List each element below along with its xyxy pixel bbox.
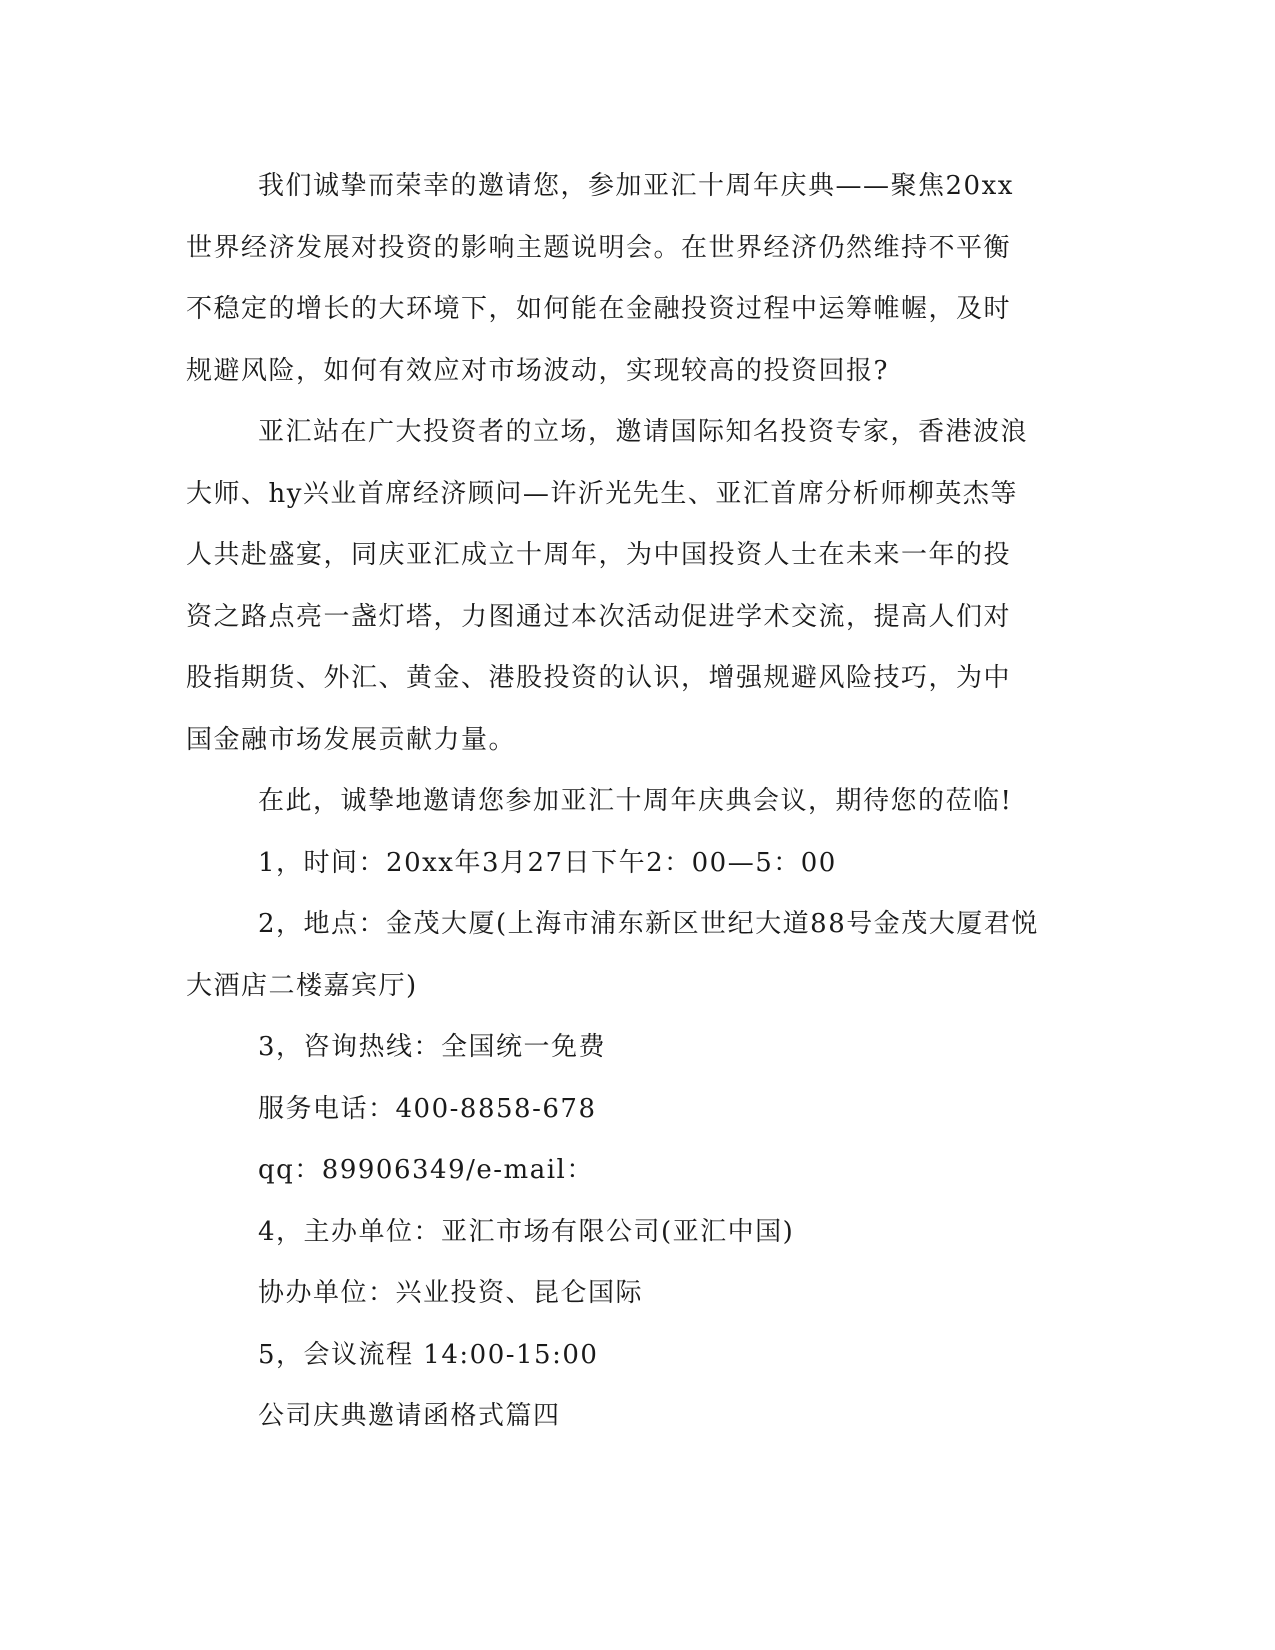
text-line: qq：89906349/e-mail：	[258, 1155, 594, 1185]
paragraph-experts	[186, 402, 1066, 771]
text-line: 协办单位：兴业投资、昆仑国际	[258, 1278, 644, 1308]
item-service-phone	[186, 1079, 1066, 1141]
text-line: 5，会议流程 14:00-15:00	[258, 1339, 599, 1370]
item-organizer	[186, 1202, 1066, 1264]
item-qq-email	[186, 1140, 1066, 1202]
text-line: 世界经济发展对投资的影响主题说明会。在世界经济仍然维持不平衡	[186, 232, 1012, 263]
text-line: 亚汇站在广大投资者的立场，邀请国际知名投资专家，香港波浪	[258, 417, 1029, 447]
text-line: 服务电话：400-8858-678	[258, 1093, 597, 1124]
text-line: 1，时间：20xx年3月27日下午2：00—5：00	[258, 847, 837, 878]
text-line: 在此，诚挚地邀请您参加亚汇十周年庆典会议，期待您的莅临!	[258, 786, 1013, 816]
text-line: 股指期货、外汇、黄金、港股投资的认识，增强规避风险技巧，为中	[186, 663, 1012, 693]
text-line: 2，地点：金茂大厦(上海市浦东新区世纪大道88号金茂大厦君悦	[258, 909, 1039, 939]
text-line: 国金融市场发展贡献力量。	[186, 724, 517, 755]
item-agenda	[186, 1325, 1066, 1387]
paragraph-invitation-intro	[186, 156, 1066, 402]
item-time	[186, 833, 1066, 895]
paragraph-welcome	[186, 771, 1066, 833]
text-line: 不稳定的增长的大环境下，如何能在金融投资过程中运筹帷幄，及时	[186, 294, 1012, 324]
document-body	[186, 156, 1066, 1448]
text-line: 人共赴盛宴，同庆亚汇成立十周年，为中国投资人士在未来一年的投	[186, 540, 1012, 570]
text-line: 资之路点亮一盏灯塔，力图通过本次活动促进学术交流，提高人们对	[186, 601, 1012, 632]
text-line: 规避风险，如何有效应对市场波动，实现较高的投资回报?	[186, 355, 889, 386]
text-line: 我们诚挚而荣幸的邀请您，参加亚汇十周年庆典——聚焦20xx	[258, 171, 1014, 201]
text-line: 3，咨询热线：全国统一免费	[258, 1032, 607, 1062]
item-hotline	[186, 1017, 1066, 1079]
text-line: 大酒店二楼嘉宾厅)	[186, 970, 418, 1001]
item-co-organizer	[186, 1263, 1066, 1325]
item-location	[186, 894, 1066, 1017]
section-heading	[186, 1386, 1066, 1448]
text-line: 大师、hy兴业首席经济顾问—许沂光先生、亚汇首席分析师柳英杰等	[186, 478, 1018, 509]
text-line: 公司庆典邀请函格式篇四	[258, 1401, 561, 1431]
text-line: 4，主办单位：亚汇市场有限公司(亚汇中国)	[258, 1216, 795, 1247]
